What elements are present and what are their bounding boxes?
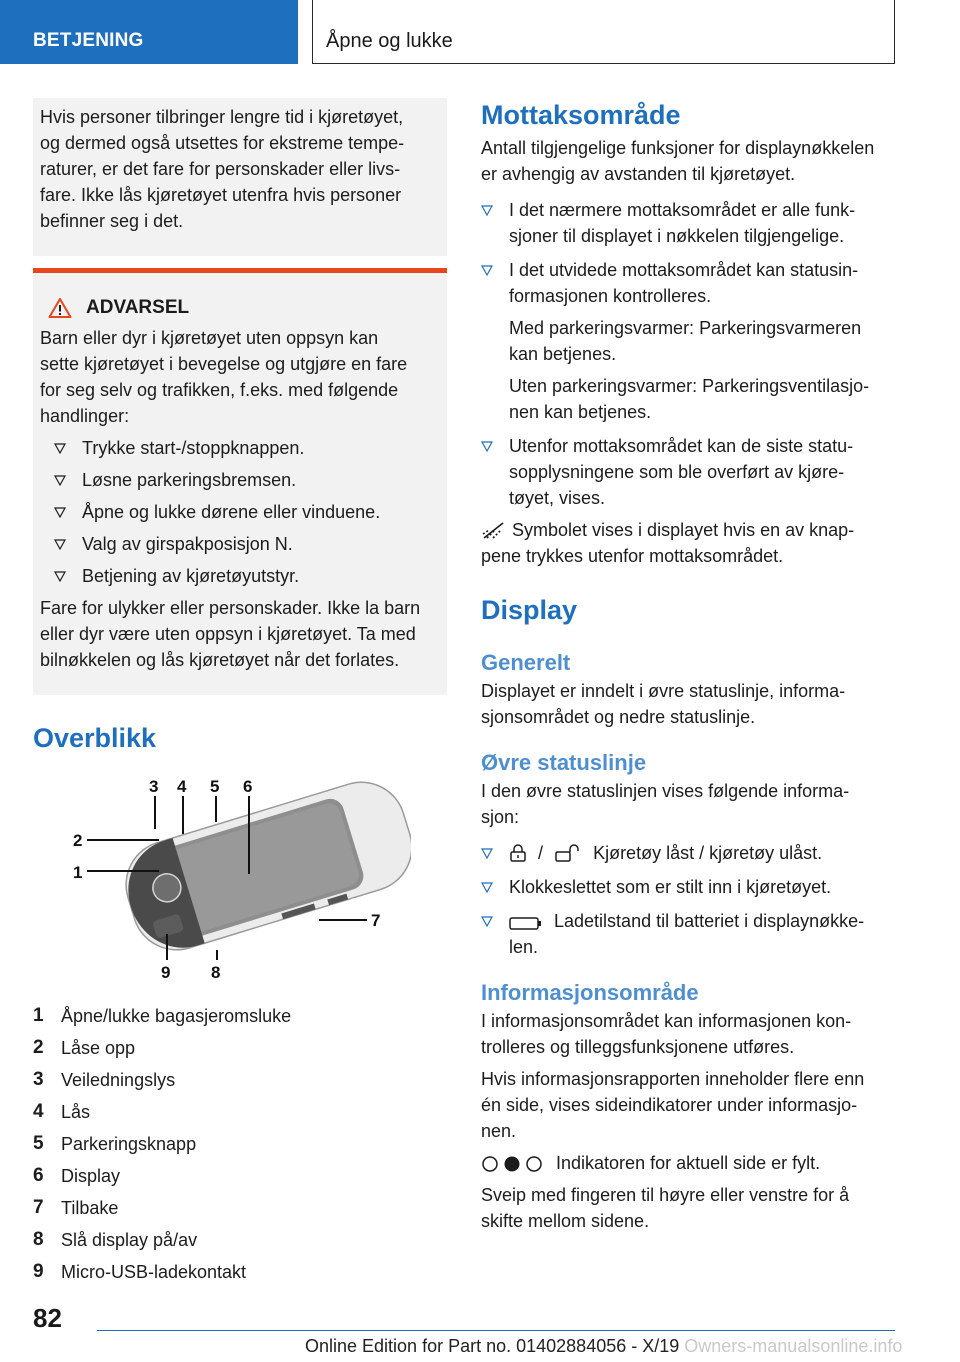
intro-line: Hvis personer tilbringer lengre tid i kjøretøyet, <box>40 107 404 127</box>
legend-item: 3 Veiledningslys <box>33 1069 176 1090</box>
list-item: Trykke start-/stoppknappen. <box>40 435 439 461</box>
key-body <box>115 774 411 961</box>
watermark-text: Owners-manualsonline.info <box>684 1336 903 1356</box>
warning-outro-line: eller dyr være uten oppsyn i kjøretøyet. Ta med <box>40 624 416 644</box>
callout-number: 1 <box>73 863 83 882</box>
list-item: I det utvidede mottaksområdet kan statusin- formasjonen kontrolleres. Med parkeringsvarmer: Parkeringsvarmeren kan betjenes. Uten parkeringsvarmer: Parkeringsventilasjo- nen kan betjenes. <box>481 257 901 425</box>
legend-item: 6 Display <box>33 1165 121 1186</box>
section-tab <box>0 0 298 64</box>
lock-open-icon <box>554 843 580 863</box>
legend-list <box>33 1000 447 1288</box>
callout-number: 2 <box>73 831 83 850</box>
intro-line: befinner seg i det. <box>40 211 184 231</box>
page-indicator-note: Indikatoren for aktuell side er fylt. <box>481 1150 901 1176</box>
list-item: I det nærmere mottaksområdet er alle funk- sjoner til displayet i nøkkelen tilgjengelige. <box>481 197 901 249</box>
out-of-range-note: Symbolet vises i displayet hvis en av knap- pene trykkes utenfor mottaksområdet. <box>481 520 855 566</box>
warning-outro-line: bilnøkkelen og lås kjøretøyet når det forlates. <box>40 650 400 670</box>
warning-line: handlinger: <box>40 406 130 426</box>
callout-number: 6 <box>243 777 253 796</box>
chapter-header <box>312 0 895 64</box>
triangle-bullet-icon <box>481 916 493 927</box>
warning-box <box>33 268 447 695</box>
callout-number: 5 <box>210 777 220 796</box>
legend-item: 2 Låse opp <box>33 1037 136 1058</box>
intro-box <box>33 98 447 256</box>
section-label: BETJENING <box>33 30 144 51</box>
callout-number: 9 <box>161 963 171 982</box>
triangle-bullet-icon <box>54 507 66 518</box>
intro-line: fare. Ikke lås kjøretøyet utenfra hvis personer <box>40 185 402 205</box>
warning-line: sette kjøretøyet i bevegelse og utgjøre en fare <box>40 354 408 374</box>
callout-number: 8 <box>211 963 221 982</box>
list-item: Valg av girspakposisjon N. <box>40 531 439 557</box>
swipe-text: Sveip med fingeren til høyre eller venstre for å skifte mellom sidene. <box>481 1185 850 1231</box>
display-heading: Display <box>481 595 578 625</box>
left-column <box>33 98 447 1288</box>
legend-item: 5 Parkeringsknapp <box>33 1133 197 1154</box>
triangle-bullet-icon <box>54 475 66 486</box>
lock-closed-icon <box>509 843 527 863</box>
triangle-bullet-icon <box>481 441 493 452</box>
intro-line: og dermed også utsettes for ekstreme tempe- <box>40 133 405 153</box>
upper-status-text: I den øvre statuslinjen vises følgende informa- sjon: <box>481 781 850 827</box>
range-intro: Antall tilgjengelige funksjoner for displaynøkkelen er avhengig av avstanden til kjøretøyet. <box>481 138 875 184</box>
warning-heading <box>40 295 439 321</box>
triangle-bullet-icon <box>481 205 493 216</box>
list-item: Betjening av kjøretøyutstyr. <box>40 563 439 589</box>
legend-item: 9 Micro-USB-ladekontakt <box>33 1261 247 1282</box>
footer-edition <box>305 1336 902 1357</box>
list-item: Klokkeslettet som er stilt inn i kjøretøyet. <box>481 874 901 900</box>
page-indicator-dots-icon <box>481 1155 545 1173</box>
battery-icon <box>509 915 543 931</box>
legend-item: 4 Lås <box>33 1101 91 1122</box>
triangle-bullet-icon <box>54 571 66 582</box>
upper-status-heading: Øvre statuslinje <box>481 750 647 775</box>
range-heading: Mottaksområde <box>481 100 681 130</box>
warning-title: ADVARSEL <box>86 297 190 318</box>
triangle-bullet-icon <box>481 882 493 893</box>
range-list <box>481 197 901 511</box>
warning-outro-line: Fare for ulykker eller personskader. Ikke la barn <box>40 598 421 618</box>
intro-line: raturer, er det fare for personskader eller livs- <box>40 159 401 179</box>
callout-number: 4 <box>177 777 187 796</box>
general-text: Displayet er inndelt i øvre statuslinje, informa- sjonsområdet og nedre statuslinje. <box>481 681 846 727</box>
list-item: Utenfor mottaksområdet kan de siste statu- sopplysningene som ble overført av kjøre- tøyet, vises. <box>481 433 901 511</box>
signal-crossed-icon <box>481 520 507 540</box>
triangle-bullet-icon <box>481 848 493 859</box>
overview-heading: Overblikk <box>33 723 157 753</box>
callout-number: 3 <box>149 777 159 796</box>
page-number: 82 <box>33 1303 62 1333</box>
right-column <box>481 100 901 1234</box>
chapter-title: Åpne og lukke <box>326 30 453 52</box>
triangle-bullet-icon <box>481 265 493 276</box>
upper-status-list <box>481 840 901 960</box>
triangle-bullet-icon <box>54 539 66 550</box>
list-item: Løsne parkeringsbremsen. <box>40 467 439 493</box>
info-text-1: I informasjonsområdet kan informasjonen kon- trolleres og tilleggsfunksjonene utføres. <box>481 1011 852 1057</box>
callout-number: 7 <box>371 911 381 930</box>
warning-line: Barn eller dyr i kjøretøyet uten oppsyn kan <box>40 328 379 348</box>
edition-text: Online Edition for Part no. 01402884056 - X/19 <box>305 1336 680 1356</box>
list-item: Ladetilstand til batteriet i displaynøkke- len. <box>481 908 901 960</box>
list-item: / Kjøretøy låst / kjøretøy ulåst. <box>481 840 901 866</box>
legend-item: 1 Åpne/lukke bagasjeromsluke <box>33 1005 292 1026</box>
display-key-illustration <box>71 774 411 984</box>
warning-action-list <box>40 435 439 589</box>
legend-item: 7 Tilbake <box>33 1197 119 1218</box>
general-heading: Generelt <box>481 650 571 675</box>
info-text-2: Hvis informasjonsrapporten inneholder flere enn én side, vises sideindikatorer under informasjo- nen. <box>481 1069 865 1141</box>
triangle-bullet-icon <box>54 443 66 454</box>
list-item: Åpne og lukke dørene eller vinduene. <box>40 499 439 525</box>
info-area-heading: Informasjonsområde <box>481 980 699 1005</box>
warning-line: for seg selv og trafikken, f.eks. med følgende <box>40 380 399 400</box>
footer-rule <box>97 1330 895 1331</box>
legend-item: 8 Slå display på/av <box>33 1229 198 1250</box>
warning-triangle-icon <box>48 297 72 319</box>
